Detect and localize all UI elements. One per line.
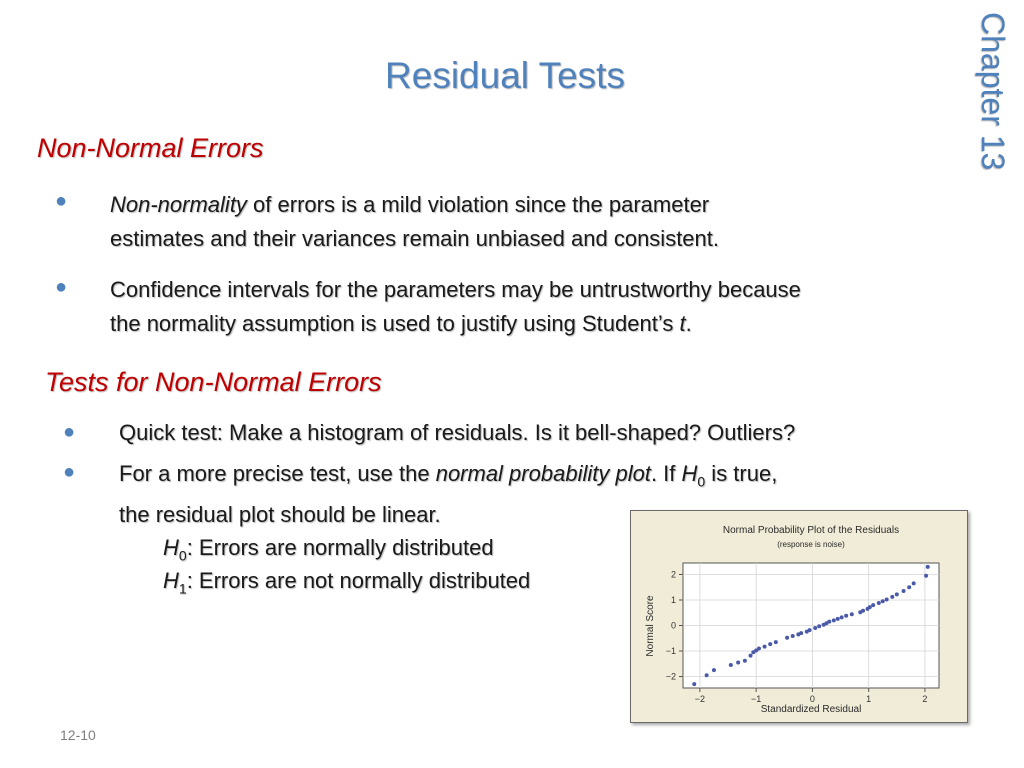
hypothesis-text: : Errors are not normally distributed bbox=[186, 568, 531, 593]
y-tick-label: 1 bbox=[670, 594, 676, 605]
section-heading-tests: Tests for Non-Normal Errors bbox=[45, 367, 382, 397]
bullet-text: the normality assumption is used to justify using Student’s bbox=[110, 311, 680, 336]
data-point bbox=[850, 612, 854, 616]
data-point bbox=[729, 663, 733, 667]
data-point bbox=[791, 634, 795, 638]
hypothesis-symbol: H bbox=[163, 535, 179, 560]
data-point bbox=[912, 581, 916, 585]
data-point bbox=[877, 601, 881, 605]
bullet-text: is true, bbox=[705, 461, 778, 486]
data-point bbox=[907, 585, 911, 589]
data-point bbox=[840, 615, 844, 619]
y-tick-label: −1 bbox=[665, 646, 676, 657]
data-point bbox=[757, 646, 761, 650]
data-point bbox=[712, 668, 716, 672]
data-point bbox=[881, 599, 885, 603]
chapter-label: Chapter 13 bbox=[975, 12, 1011, 171]
bullet-text: . bbox=[685, 311, 692, 336]
x-tick-label: 2 bbox=[922, 694, 928, 704]
bullet-non-normality bbox=[110, 188, 719, 256]
bullet-dot: ● bbox=[55, 276, 68, 298]
data-point bbox=[890, 595, 894, 599]
data-point bbox=[926, 565, 930, 569]
x-tick-label: 0 bbox=[809, 694, 815, 704]
bullet-text: . If bbox=[650, 461, 682, 486]
italic-term: t bbox=[679, 311, 686, 336]
data-point bbox=[844, 614, 848, 618]
bullet-text: the residual plot should be linear. bbox=[119, 502, 441, 528]
bullet-confidence-intervals bbox=[110, 273, 801, 341]
null-hypothesis bbox=[163, 535, 494, 563]
data-point bbox=[774, 640, 778, 644]
bullet-dot: ● bbox=[63, 421, 76, 443]
y-tick-label: −2 bbox=[665, 671, 676, 682]
chart-subtitle: (response is noise) bbox=[777, 540, 845, 549]
bullet-text: of errors is a mild violation since the parameter bbox=[246, 192, 710, 217]
data-point bbox=[902, 589, 906, 593]
data-point bbox=[868, 605, 872, 609]
chart-title: Normal Probability Plot of the Residuals bbox=[722, 525, 900, 536]
subscript: 1 bbox=[178, 580, 187, 597]
data-point bbox=[924, 574, 928, 578]
x-tick-label: 1 bbox=[866, 694, 872, 704]
y-tick-label: 2 bbox=[670, 569, 676, 580]
data-point bbox=[827, 620, 831, 624]
data-point bbox=[808, 628, 812, 632]
alternative-hypothesis bbox=[163, 568, 530, 596]
data-point bbox=[768, 642, 772, 646]
data-point bbox=[813, 626, 817, 630]
data-point bbox=[705, 673, 709, 677]
data-point bbox=[832, 618, 836, 622]
data-point bbox=[895, 592, 899, 596]
bullet-text: Confidence intervals for the parameters may be untrustworthy because bbox=[110, 277, 801, 302]
normal-probability-plot-figure bbox=[630, 510, 968, 723]
slide-number: 12-10 bbox=[60, 727, 96, 743]
hypothesis-symbol: H bbox=[681, 461, 698, 486]
hypothesis-text: : Errors are normally distributed bbox=[186, 535, 494, 560]
italic-term: Non-normality bbox=[110, 192, 247, 217]
data-point bbox=[885, 597, 889, 601]
x-axis-label: Standardized Residual bbox=[760, 704, 862, 715]
italic-term: normal probability plot bbox=[435, 461, 651, 486]
subscript: 0 bbox=[697, 473, 706, 490]
y-tick-label: 0 bbox=[670, 620, 676, 631]
hypothesis-symbol: H bbox=[163, 568, 179, 593]
bullet-dot: ● bbox=[55, 190, 68, 212]
data-point bbox=[861, 609, 865, 613]
data-point bbox=[817, 624, 821, 628]
data-point bbox=[836, 617, 840, 621]
x-tick-label: −1 bbox=[751, 694, 762, 704]
bullet-quick-test: Quick test: Make a histogram of residuals. Is it bell-shaped? Outliers? bbox=[119, 420, 796, 445]
bullet-text: For a more precise test, use the bbox=[119, 461, 436, 486]
data-point bbox=[763, 645, 767, 649]
data-point bbox=[692, 682, 696, 686]
subscript: 0 bbox=[178, 547, 187, 564]
y-axis-label: Normal Score bbox=[645, 595, 656, 657]
data-point bbox=[871, 603, 875, 607]
x-tick-label: −2 bbox=[694, 694, 706, 704]
data-point bbox=[799, 631, 803, 635]
data-point bbox=[743, 659, 747, 663]
bullet-text: estimates and their variances remain unbiased and consistent. bbox=[110, 226, 720, 251]
section-heading-non-normal-errors: Non-Normal Errors bbox=[37, 133, 264, 163]
data-point bbox=[736, 660, 740, 664]
normal-probability-plot bbox=[631, 511, 967, 722]
data-point bbox=[749, 654, 753, 658]
data-point bbox=[785, 636, 789, 640]
slide-title: Residual Tests bbox=[385, 55, 625, 96]
bullet-dot: ● bbox=[63, 461, 76, 483]
